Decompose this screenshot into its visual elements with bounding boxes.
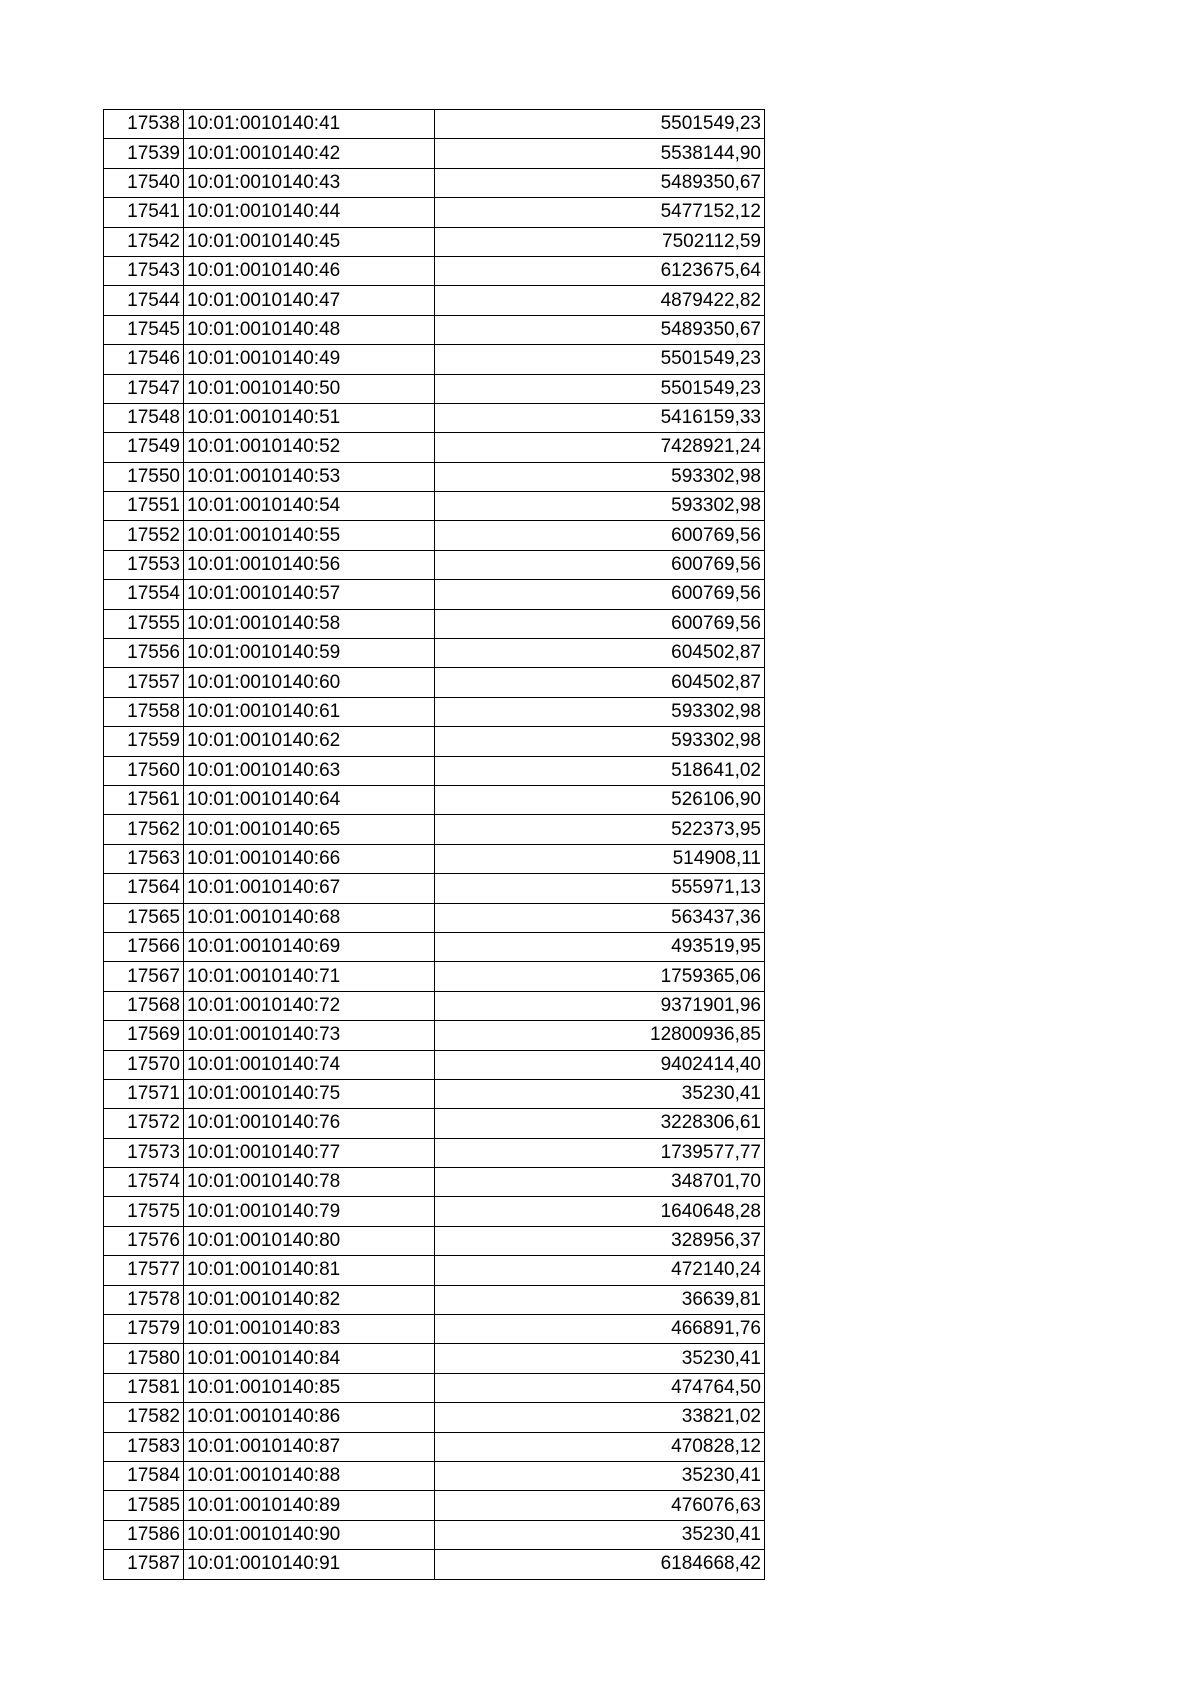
value-cell: 604502,87 bbox=[435, 639, 765, 668]
value-cell: 472140,24 bbox=[435, 1256, 765, 1285]
cadastral-number-cell: 10:01:0010140:62 bbox=[184, 727, 435, 756]
value-cell: 518641,02 bbox=[435, 756, 765, 785]
row-number-cell: 17580 bbox=[104, 1344, 184, 1373]
table-row bbox=[104, 1197, 765, 1226]
cadastral-number-cell: 10:01:0010140:78 bbox=[184, 1168, 435, 1197]
value-cell: 1739577,77 bbox=[435, 1138, 765, 1167]
table-row bbox=[104, 492, 765, 521]
value-cell: 348701,70 bbox=[435, 1168, 765, 1197]
row-number-cell: 17583 bbox=[104, 1432, 184, 1461]
cadastral-number-cell: 10:01:0010140:57 bbox=[184, 580, 435, 609]
row-number-cell: 17581 bbox=[104, 1373, 184, 1402]
table-row bbox=[104, 1491, 765, 1520]
cadastral-number-cell: 10:01:0010140:88 bbox=[184, 1461, 435, 1490]
cadastral-number-cell: 10:01:0010140:50 bbox=[184, 374, 435, 403]
table-row bbox=[104, 550, 765, 579]
cadastral-number-cell: 10:01:0010140:83 bbox=[184, 1315, 435, 1344]
table-row bbox=[104, 315, 765, 344]
value-cell: 5538144,90 bbox=[435, 139, 765, 168]
row-number-cell: 17575 bbox=[104, 1197, 184, 1226]
table-row bbox=[104, 727, 765, 756]
table-row bbox=[104, 962, 765, 991]
value-cell: 476076,63 bbox=[435, 1491, 765, 1520]
cadastral-number-cell: 10:01:0010140:85 bbox=[184, 1373, 435, 1402]
value-cell: 600769,56 bbox=[435, 550, 765, 579]
table-row bbox=[104, 1226, 765, 1255]
row-number-cell: 17570 bbox=[104, 1050, 184, 1079]
table-row bbox=[104, 844, 765, 873]
cadastral-number-cell: 10:01:0010140:61 bbox=[184, 697, 435, 726]
row-number-cell: 17539 bbox=[104, 139, 184, 168]
table-row bbox=[104, 1168, 765, 1197]
cadastral-number-cell: 10:01:0010140:66 bbox=[184, 844, 435, 873]
table-row bbox=[104, 1373, 765, 1402]
table-row bbox=[104, 1021, 765, 1050]
cadastral-number-cell: 10:01:0010140:41 bbox=[184, 110, 435, 139]
cadastral-number-cell: 10:01:0010140:67 bbox=[184, 874, 435, 903]
cadastral-number-cell: 10:01:0010140:51 bbox=[184, 403, 435, 432]
cadastral-number-cell: 10:01:0010140:64 bbox=[184, 785, 435, 814]
value-cell: 5501549,23 bbox=[435, 110, 765, 139]
table-row bbox=[104, 903, 765, 932]
table-row bbox=[104, 403, 765, 432]
cadastral-number-cell: 10:01:0010140:73 bbox=[184, 1021, 435, 1050]
row-number-cell: 17571 bbox=[104, 1079, 184, 1108]
value-cell: 466891,76 bbox=[435, 1315, 765, 1344]
cadastral-number-cell: 10:01:0010140:55 bbox=[184, 521, 435, 550]
table-row bbox=[104, 1050, 765, 1079]
table-row bbox=[104, 697, 765, 726]
row-number-cell: 17561 bbox=[104, 785, 184, 814]
row-number-cell: 17548 bbox=[104, 403, 184, 432]
row-number-cell: 17565 bbox=[104, 903, 184, 932]
cadastral-number-cell: 10:01:0010140:80 bbox=[184, 1226, 435, 1255]
cadastral-number-cell: 10:01:0010140:45 bbox=[184, 227, 435, 256]
value-cell: 35230,41 bbox=[435, 1079, 765, 1108]
value-cell: 328956,37 bbox=[435, 1226, 765, 1255]
row-number-cell: 17579 bbox=[104, 1315, 184, 1344]
value-cell: 35230,41 bbox=[435, 1461, 765, 1490]
value-cell: 1640648,28 bbox=[435, 1197, 765, 1226]
value-cell: 600769,56 bbox=[435, 521, 765, 550]
table-row bbox=[104, 1315, 765, 1344]
table-row bbox=[104, 991, 765, 1020]
row-number-cell: 17574 bbox=[104, 1168, 184, 1197]
value-cell: 35230,41 bbox=[435, 1520, 765, 1549]
table-row bbox=[104, 1432, 765, 1461]
value-cell: 9402414,40 bbox=[435, 1050, 765, 1079]
cadastral-number-cell: 10:01:0010140:54 bbox=[184, 492, 435, 521]
table-row bbox=[104, 286, 765, 315]
row-number-cell: 17554 bbox=[104, 580, 184, 609]
table-row bbox=[104, 639, 765, 668]
cadastral-number-cell: 10:01:0010140:72 bbox=[184, 991, 435, 1020]
value-cell: 6184668,42 bbox=[435, 1550, 765, 1579]
row-number-cell: 17538 bbox=[104, 110, 184, 139]
row-number-cell: 17563 bbox=[104, 844, 184, 873]
cadastral-number-cell: 10:01:0010140:74 bbox=[184, 1050, 435, 1079]
table-row bbox=[104, 668, 765, 697]
table-row bbox=[104, 1344, 765, 1373]
cadastral-number-cell: 10:01:0010140:75 bbox=[184, 1079, 435, 1108]
value-cell: 526106,90 bbox=[435, 785, 765, 814]
cadastral-number-cell: 10:01:0010140:76 bbox=[184, 1109, 435, 1138]
table-row bbox=[104, 1520, 765, 1549]
value-cell: 474764,50 bbox=[435, 1373, 765, 1402]
table-row bbox=[104, 1461, 765, 1490]
cadastral-number-cell: 10:01:0010140:77 bbox=[184, 1138, 435, 1167]
table-row bbox=[104, 374, 765, 403]
row-number-cell: 17543 bbox=[104, 256, 184, 285]
value-cell: 7502112,59 bbox=[435, 227, 765, 256]
table-row bbox=[104, 345, 765, 374]
cadastral-number-cell: 10:01:0010140:48 bbox=[184, 315, 435, 344]
table-row bbox=[104, 256, 765, 285]
value-cell: 5416159,33 bbox=[435, 403, 765, 432]
row-number-cell: 17545 bbox=[104, 315, 184, 344]
cadastral-number-cell: 10:01:0010140:52 bbox=[184, 433, 435, 462]
row-number-cell: 17587 bbox=[104, 1550, 184, 1579]
value-cell: 36639,81 bbox=[435, 1285, 765, 1314]
value-cell: 1759365,06 bbox=[435, 962, 765, 991]
row-number-cell: 17576 bbox=[104, 1226, 184, 1255]
cadastral-number-cell: 10:01:0010140:63 bbox=[184, 756, 435, 785]
row-number-cell: 17564 bbox=[104, 874, 184, 903]
row-number-cell: 17544 bbox=[104, 286, 184, 315]
table-row bbox=[104, 1138, 765, 1167]
row-number-cell: 17586 bbox=[104, 1520, 184, 1549]
cadastral-number-cell: 10:01:0010140:68 bbox=[184, 903, 435, 932]
cadastral-number-cell: 10:01:0010140:69 bbox=[184, 932, 435, 961]
cadastral-number-cell: 10:01:0010140:46 bbox=[184, 256, 435, 285]
row-number-cell: 17569 bbox=[104, 1021, 184, 1050]
table-row bbox=[104, 433, 765, 462]
value-cell: 555971,13 bbox=[435, 874, 765, 903]
table-row bbox=[104, 139, 765, 168]
cadastral-number-cell: 10:01:0010140:84 bbox=[184, 1344, 435, 1373]
cadastral-number-cell: 10:01:0010140:42 bbox=[184, 139, 435, 168]
table-row bbox=[104, 462, 765, 491]
cadastral-number-cell: 10:01:0010140:53 bbox=[184, 462, 435, 491]
row-number-cell: 17578 bbox=[104, 1285, 184, 1314]
cadastral-number-cell: 10:01:0010140:81 bbox=[184, 1256, 435, 1285]
table-row bbox=[104, 521, 765, 550]
cadastral-number-cell: 10:01:0010140:49 bbox=[184, 345, 435, 374]
value-cell: 593302,98 bbox=[435, 697, 765, 726]
value-cell: 593302,98 bbox=[435, 727, 765, 756]
row-number-cell: 17573 bbox=[104, 1138, 184, 1167]
table-row bbox=[104, 1256, 765, 1285]
value-cell: 6123675,64 bbox=[435, 256, 765, 285]
row-number-cell: 17585 bbox=[104, 1491, 184, 1520]
cadastral-number-cell: 10:01:0010140:82 bbox=[184, 1285, 435, 1314]
table-row bbox=[104, 1550, 765, 1579]
value-cell: 604502,87 bbox=[435, 668, 765, 697]
cadastral-number-cell: 10:01:0010140:47 bbox=[184, 286, 435, 315]
table-row bbox=[104, 1285, 765, 1314]
table-row bbox=[104, 580, 765, 609]
cadastral-number-cell: 10:01:0010140:91 bbox=[184, 1550, 435, 1579]
cadastral-number-cell: 10:01:0010140:56 bbox=[184, 550, 435, 579]
table-row bbox=[104, 1109, 765, 1138]
table-row bbox=[104, 756, 765, 785]
row-number-cell: 17551 bbox=[104, 492, 184, 521]
data-table-body bbox=[104, 110, 765, 1580]
table-row bbox=[104, 932, 765, 961]
row-number-cell: 17568 bbox=[104, 991, 184, 1020]
cadastral-number-cell: 10:01:0010140:58 bbox=[184, 609, 435, 638]
value-cell: 593302,98 bbox=[435, 462, 765, 491]
value-cell: 33821,02 bbox=[435, 1403, 765, 1432]
row-number-cell: 17562 bbox=[104, 815, 184, 844]
row-number-cell: 17542 bbox=[104, 227, 184, 256]
value-cell: 593302,98 bbox=[435, 492, 765, 521]
value-cell: 563437,36 bbox=[435, 903, 765, 932]
row-number-cell: 17541 bbox=[104, 198, 184, 227]
value-cell: 3228306,61 bbox=[435, 1109, 765, 1138]
row-number-cell: 17567 bbox=[104, 962, 184, 991]
cadastral-number-cell: 10:01:0010140:89 bbox=[184, 1491, 435, 1520]
cadastral-number-cell: 10:01:0010140:65 bbox=[184, 815, 435, 844]
value-cell: 9371901,96 bbox=[435, 991, 765, 1020]
value-cell: 514908,11 bbox=[435, 844, 765, 873]
cadastral-number-cell: 10:01:0010140:60 bbox=[184, 668, 435, 697]
row-number-cell: 17572 bbox=[104, 1109, 184, 1138]
value-cell: 5489350,67 bbox=[435, 315, 765, 344]
row-number-cell: 17560 bbox=[104, 756, 184, 785]
table-row bbox=[104, 1403, 765, 1432]
value-cell: 5501549,23 bbox=[435, 345, 765, 374]
table-row bbox=[104, 110, 765, 139]
value-cell: 5501549,23 bbox=[435, 374, 765, 403]
row-number-cell: 17566 bbox=[104, 932, 184, 961]
cadastral-number-cell: 10:01:0010140:71 bbox=[184, 962, 435, 991]
row-number-cell: 17552 bbox=[104, 521, 184, 550]
value-cell: 600769,56 bbox=[435, 609, 765, 638]
cadastral-number-cell: 10:01:0010140:90 bbox=[184, 1520, 435, 1549]
value-cell: 5489350,67 bbox=[435, 168, 765, 197]
row-number-cell: 17553 bbox=[104, 550, 184, 579]
row-number-cell: 17558 bbox=[104, 697, 184, 726]
row-number-cell: 17556 bbox=[104, 639, 184, 668]
cadastral-number-cell: 10:01:0010140:43 bbox=[184, 168, 435, 197]
cadastral-number-cell: 10:01:0010140:79 bbox=[184, 1197, 435, 1226]
row-number-cell: 17577 bbox=[104, 1256, 184, 1285]
table-row bbox=[104, 874, 765, 903]
cadastral-number-cell: 10:01:0010140:44 bbox=[184, 198, 435, 227]
row-number-cell: 17582 bbox=[104, 1403, 184, 1432]
value-cell: 470828,12 bbox=[435, 1432, 765, 1461]
value-cell: 12800936,85 bbox=[435, 1021, 765, 1050]
table-row bbox=[104, 168, 765, 197]
value-cell: 600769,56 bbox=[435, 580, 765, 609]
cadastral-number-cell: 10:01:0010140:86 bbox=[184, 1403, 435, 1432]
row-number-cell: 17550 bbox=[104, 462, 184, 491]
table-row bbox=[104, 785, 765, 814]
row-number-cell: 17546 bbox=[104, 345, 184, 374]
table-row bbox=[104, 815, 765, 844]
row-number-cell: 17549 bbox=[104, 433, 184, 462]
row-number-cell: 17555 bbox=[104, 609, 184, 638]
data-table bbox=[103, 109, 765, 1580]
row-number-cell: 17559 bbox=[104, 727, 184, 756]
value-cell: 7428921,24 bbox=[435, 433, 765, 462]
value-cell: 493519,95 bbox=[435, 932, 765, 961]
table-row bbox=[104, 198, 765, 227]
cadastral-number-cell: 10:01:0010140:87 bbox=[184, 1432, 435, 1461]
table-row bbox=[104, 609, 765, 638]
row-number-cell: 17557 bbox=[104, 668, 184, 697]
cadastral-number-cell: 10:01:0010140:59 bbox=[184, 639, 435, 668]
value-cell: 5477152,12 bbox=[435, 198, 765, 227]
table-row bbox=[104, 227, 765, 256]
row-number-cell: 17547 bbox=[104, 374, 184, 403]
value-cell: 35230,41 bbox=[435, 1344, 765, 1373]
table-row bbox=[104, 1079, 765, 1108]
value-cell: 4879422,82 bbox=[435, 286, 765, 315]
row-number-cell: 17584 bbox=[104, 1461, 184, 1490]
row-number-cell: 17540 bbox=[104, 168, 184, 197]
value-cell: 522373,95 bbox=[435, 815, 765, 844]
